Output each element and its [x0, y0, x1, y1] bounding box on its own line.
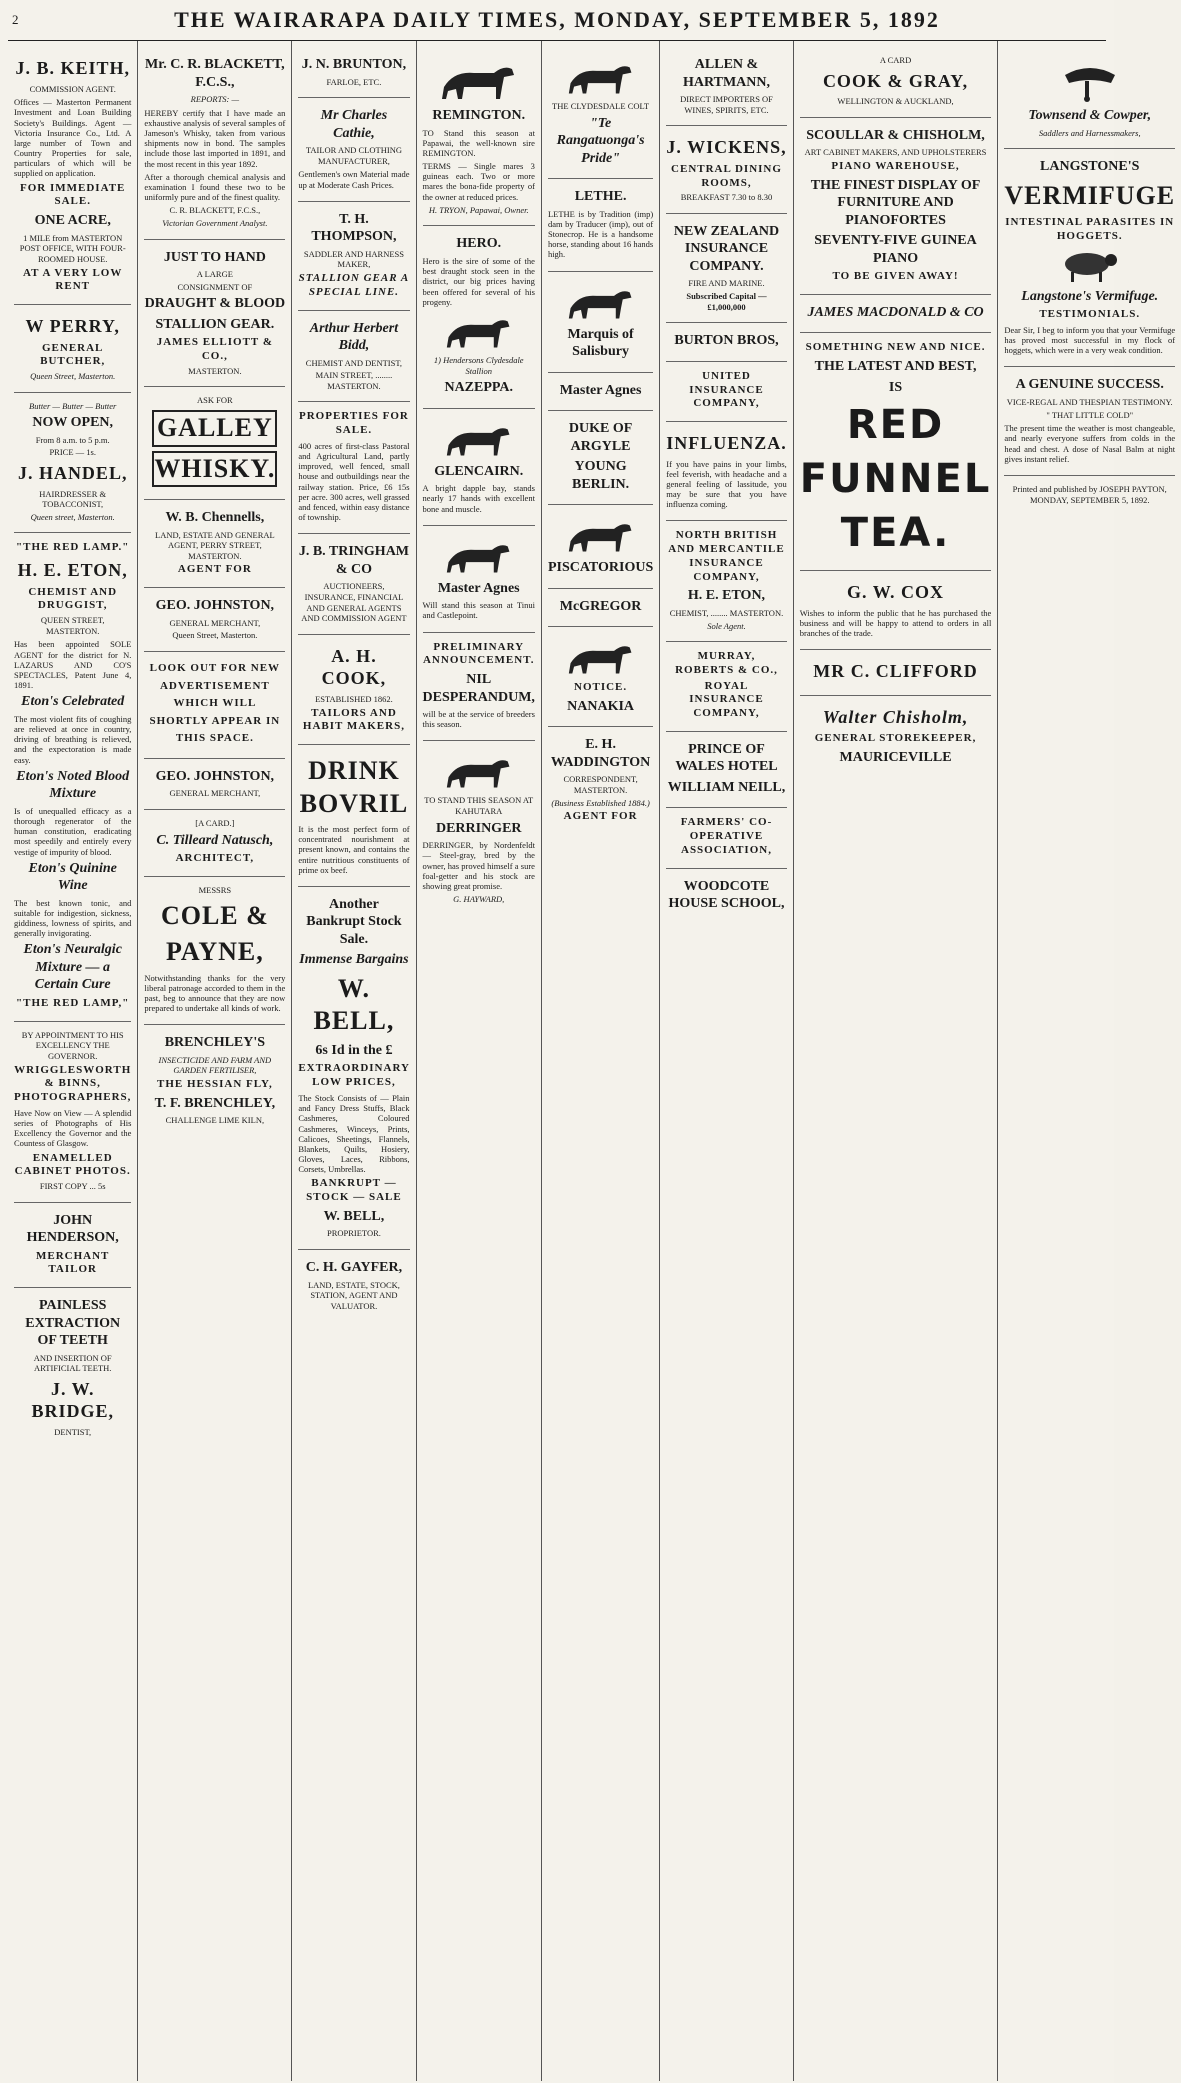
- ad-heading: DUKE OF ARGYLE: [568, 421, 633, 454]
- ad-heading: W. BELL,: [323, 1208, 385, 1224]
- horse-illustration: [423, 751, 535, 791]
- ad-heading: JOHN HENDERSON,: [26, 1212, 119, 1246]
- ad-heading: PRELIMINARY ANNOUNCEMENT.: [422, 640, 535, 667]
- ad-subheading: LAND, ESTATE, STOCK, STATION, AGENT AND VALUATOR.: [307, 1279, 400, 1311]
- ad-line: "THE RED LAMP.": [16, 541, 130, 554]
- ad-heading: DERRINGER: [435, 820, 522, 836]
- ad-heading: VERMIFUGE: [1004, 180, 1176, 210]
- ad-heading: Master Agnes: [559, 382, 642, 398]
- chennells-ad: [144, 500, 285, 588]
- ad-subheading: ARCHITECT,: [175, 852, 255, 865]
- columns: [8, 41, 1176, 2081]
- ad-address: QUEEN STREET, MASTERTON.: [40, 615, 105, 636]
- ad-heading: "Te Rangatuonga's Pride": [556, 115, 645, 166]
- ad-line: Subscribed Capital — £1,000,000: [686, 291, 767, 312]
- ad-line: JAMES ELLIOTT & CO.,: [156, 336, 273, 363]
- duke-ad: [548, 411, 653, 505]
- ad-line: TESTIMONIALS.: [1039, 308, 1141, 321]
- ad-heading: COOK & GRAY,: [822, 70, 969, 91]
- ad-heading: DRINK BOVRIL: [299, 756, 409, 818]
- ad-heading: E. H. WADDINGTON: [550, 737, 651, 770]
- ad-signature: Victorian Government Analyst.: [162, 217, 268, 228]
- ad-heading: COLE &: [160, 900, 269, 930]
- ad-heading: WOODCOTE HOUSE SCHOOL,: [668, 878, 785, 912]
- red-funnel-ad: [800, 333, 992, 571]
- horse-illustration: [423, 311, 535, 351]
- ad-line: " THAT LITTLE COLD": [1046, 409, 1134, 420]
- cathie-ad: Mr Charles Cathie, TAILOR AND CLOTHING MANUFACTURER, Gentlemen's own Material made up at Moderate Cash Prices.: [298, 98, 409, 202]
- genuine-ad: A GENUINE SUCCESS. VICE-REGAL AND THESPIAN TESTIMONY. " THAT LITTLE COLD" The present time the weather is most changeable, and nearly everyone suffers from colds in the head and chest. A dose of Nasal Balm at night gives instant relief.: [1004, 367, 1175, 476]
- newspaper-title: THE WAIRARAPA DAILY TIMES, MONDAY, SEPTEMBER 5, 1892: [174, 7, 940, 32]
- ad-heading: YOUNG BERLIN.: [571, 459, 630, 492]
- eton-ad: "THE RED LAMP." H. E. ETON, CHEMIST AND DRUGGIST, QUEEN STREET, MASTERTON. Has been appointed SOLE AGENT for the district for N. LAZARUS AND CO'S SPECTACLES, Patent June 4, 1891. Eton's Celebrated The most violent fits of coughing are relieved at once in country, driving of breathing is relieved, and the expectoration is made easy. Eton's Noted Blood Mixture Is of unequalled efficacy as a thorough regenerator of the human constitution, eradicating most speedily and entirely every vestige of impurity of blood. Eton's Quinine Wine The best known tonic, and suitable for indigestion, sickness, giddiness, lowness of spirits, and generally invigorating. Eton's Neuralgic Mixture — a Certain Cure "THE RED LAMP,": [14, 533, 131, 1021]
- ad-heading: BRENCHLEY'S: [164, 1035, 266, 1051]
- perry-ad: [14, 305, 131, 393]
- ad-heading: NORTH BRITISH AND MERCANTILE INSURANCE COMPANY,: [668, 529, 785, 583]
- ad-body: Has been appointed SOLE AGENT for the district for N. LAZARUS AND CO'S SPECTACLES, Patent June 4, 1891.: [14, 639, 132, 691]
- elliott-ad: [144, 240, 285, 388]
- ad-line: A CARD: [879, 55, 912, 65]
- derringer-ad: TO STAND THIS SEASON AT KAHUTARA DERRINGER DERRINGER, by Nordenfeldt — Steel-gray, bred by the owner, has proved himself a sure foal-getter and his stock are showing great promise. G. HAYWARD,: [423, 741, 535, 914]
- horse-illustration: [548, 57, 653, 97]
- galley-whisky-ad: [144, 387, 285, 500]
- burton-ad: [666, 323, 787, 362]
- wriggles-ad: BY APPOINTMENT TO HIS EXCELLENCY THE GOVERNOR. WRIGGLESWORTH & BINNS, PHOTOGRAPHERS, Have Now on View — A splendid series of Photographs of His Excellency the Governor and the Countess of Glasgow. ENAMELLED CABINET PHOTOS. FIRST COPY ... 5s: [14, 1022, 131, 1203]
- united-ad: [666, 362, 787, 422]
- ad-subheading: CHEMIST, ........ MASTERTON.: [669, 607, 784, 618]
- ad-body: Offices — Masterton Permanent Investment and Loan Building Society's Buildings. Agent — Victoria Insurance Co., Ltd. A large number of Town and Country Properties for sale, particulars of which will be supplied on application.: [14, 97, 132, 179]
- ad-signature: G. HAYWARD,: [453, 894, 505, 905]
- ad-subheading: INTESTINAL PARASITES IN HOGGETS.: [1005, 216, 1175, 242]
- ad-subheading: CHEMIST AND DENTIST,: [305, 357, 403, 368]
- ad-line: DRAUGHT & BLOOD: [144, 296, 286, 312]
- column-3: [292, 41, 416, 2081]
- ad-heading: MURRAY, ROBERTS & CO.,: [675, 650, 778, 676]
- ad-subheading: TAILORS AND HABIT MAKERS,: [302, 706, 405, 733]
- ad-subheading: FARLOE, ETC.: [326, 76, 382, 87]
- properties-ad: PROPERTIES FOR SALE. 400 acres of first-class Pastoral and Agricultural Land, partly improved, well fenced, small house and outbuildings near the railway station. Price, £6 15s per acre. 300 acres, well grassed and fenced, within easy distance of township.: [298, 402, 409, 534]
- henderson-ad: [14, 1203, 131, 1289]
- nanakia-ad: [548, 627, 653, 727]
- ad-heading: REMINGTON.: [432, 108, 526, 123]
- ad-line: THE LATEST AND BEST,: [814, 359, 977, 375]
- ad-heading: NANAKIA: [567, 698, 635, 714]
- ad-subheading: FIRE AND MARINE.: [688, 278, 765, 289]
- ad-line: SEVENTY-FIVE GUINEA PIANO: [814, 233, 977, 266]
- masthead: [8, 0, 1106, 41]
- ad-subheading: ART CABINET MAKERS, AND UPHOLSTERERS: [804, 147, 987, 158]
- ad-line: CONSIGNMENT OF: [177, 281, 253, 292]
- ad-heading: Mr. C. R. BLACKETT, F.C.S.,: [145, 57, 285, 90]
- macdonald-ad: [800, 295, 992, 334]
- nzi-ad: [666, 214, 787, 323]
- ad-line: TO STAND THIS SEASON AT KAHUTARA: [424, 795, 534, 817]
- ad-subheading: AUCTIONEERS, INSURANCE, FINANCIAL AND GENERAL AGENTS AND COMMISSION AGENT: [301, 581, 407, 624]
- saddle-illustration: [1004, 57, 1175, 103]
- ad-signature: C. R. BLACKETT, F.C.S.,: [169, 205, 261, 216]
- woodcote-ad: [666, 869, 787, 924]
- hero-ad: [423, 226, 535, 408]
- ad-heading: JUST TO HAND: [163, 249, 266, 265]
- ad-heading: J. B. KEITH,: [15, 58, 130, 78]
- ad-heading: NEW ZEALAND INSURANCE COMPANY.: [673, 223, 780, 274]
- gayfer-ad: [298, 1250, 409, 1321]
- thompson-ad: [298, 202, 409, 311]
- ad-line: ONE ACRE,: [34, 213, 111, 229]
- ad-subheading: CORRESPONDENT, MASTERTON.: [563, 774, 638, 795]
- cook-gray-ad: [800, 47, 992, 118]
- cox-ad: G. W. COX Wishes to inform the public that he has purchased the business and will be happy to attend to orders in all branches of the trade.: [800, 571, 992, 650]
- handel-ad: [14, 393, 131, 534]
- ad-line: NOW OPEN,: [32, 415, 114, 431]
- ad-heading: Marquis of Salisbury: [567, 326, 634, 360]
- tringham-ad: [298, 534, 409, 635]
- ad-heading: A. H. COOK,: [321, 645, 387, 689]
- ad-line: 1) Hendersons Clydesdale Stallion: [433, 354, 524, 376]
- ad-line: From 8 a.m. to 5 p.m.: [35, 434, 110, 445]
- ad-line: ENAMELLED CABINET PHOTOS.: [14, 1151, 131, 1178]
- wickens-ad: [666, 126, 787, 214]
- ad-heading: H. E. ETON,: [17, 560, 128, 581]
- ad-line: BY APPOINTMENT TO HIS EXCELLENCY THE GOVERNOR.: [21, 1029, 124, 1061]
- ad-heading: ALLEN & HARTMANN,: [682, 57, 770, 90]
- ad-heading: SCOULLAR & CHISHOLM,: [806, 127, 985, 143]
- johnston-ad: [144, 588, 285, 652]
- marquis-ad: [548, 272, 653, 373]
- prince-ad: [666, 732, 787, 809]
- clyde-ad: [548, 47, 653, 179]
- ad-line: Sole Agent.: [707, 620, 746, 631]
- ad-body: A bright dapple bay, stands nearly 17 hands with excellent bone and muscle.: [422, 483, 535, 514]
- ad-heading: INFLUENZA.: [666, 433, 787, 453]
- ad-line: STALLION GEAR A SPECIAL LINE.: [298, 272, 410, 298]
- ad-heading: HERO.: [456, 236, 502, 252]
- ad-line: STALLION GEAR.: [155, 316, 275, 332]
- ad-heading: T. F. BRENCHLEY,: [154, 1095, 276, 1111]
- horse-illustration: [423, 57, 535, 103]
- ad-line: Butter — Butter — Butter: [29, 400, 117, 411]
- page-folio: 2: [12, 12, 19, 27]
- ad-heading: Townsend & Cowper,: [1028, 108, 1152, 123]
- ad-line: THE HESSIAN FLY,: [156, 1078, 273, 1091]
- cook-ad: [298, 635, 409, 745]
- ad-heading: Walter Chisholm,: [822, 706, 969, 727]
- ad-body: HEREBY certify that I have made an exhaustive analysis of several samples of Jameson's Whisky, taken from various shipments now in bond. The samples include those last imported in 1891, and the most recent in this year 1892.: [144, 107, 286, 169]
- ad-subheading: GENERAL BUTCHER,: [40, 341, 106, 368]
- ad-subheading: INSECTICIDE AND FARM AND GARDEN FERTILISER,: [158, 1054, 272, 1076]
- ad-line: NOTICE.: [574, 681, 628, 694]
- ad-heading: LOOK OUT FOR NEW ADVERTISEMENT WHICH WILL SHORTLY APPEAR IN THIS SPACE.: [149, 661, 281, 745]
- ad-heading: H. E. ETON,: [687, 588, 766, 604]
- ad-line: AGENT FOR: [177, 563, 252, 576]
- ad-heading: RED: [846, 402, 945, 449]
- ad-line: BREAKFAST 7.30 to 8.30: [680, 192, 773, 203]
- ad-heading: WILLIAM NEILL,: [667, 779, 786, 795]
- ad-heading: TEA.: [840, 510, 951, 557]
- ad-heading: BURTON BROS,: [674, 333, 779, 349]
- ad-heading: NAZEPPA.: [444, 380, 514, 396]
- ad-heading: Langstone's Vermifuge.: [1021, 288, 1159, 304]
- horse-illustration: [548, 637, 653, 677]
- piscatorious-ad: [548, 505, 653, 589]
- ad-line: MASTERTON.: [188, 365, 242, 376]
- ad-heading: JAMES MACDONALD & CO: [807, 304, 984, 320]
- bridge-ad: [14, 1288, 131, 1447]
- ad-heading: GLENCAIRN.: [434, 463, 524, 479]
- ad-line: A LARGE: [196, 269, 233, 280]
- ad-body: will be at the service of breeders this season.: [422, 709, 535, 730]
- ad-heading: W. BELL,: [313, 973, 395, 1036]
- ad-line: THE CLYDESDALE COLT: [552, 101, 650, 111]
- murray-ad: [666, 642, 787, 732]
- ad-line: Eton's Celebrated: [21, 694, 125, 710]
- nil-ad: [423, 633, 535, 742]
- ad-heading: W PERRY,: [25, 316, 120, 336]
- ad-line: AGENT FOR: [563, 810, 638, 823]
- column-8: [998, 41, 1181, 2081]
- ad-heading: G. W. COX: [847, 582, 945, 603]
- ad-subheading: GENERAL MERCHANT,: [169, 788, 261, 799]
- ad-subheading: WELLINGTON & AUCKLAND,: [837, 96, 954, 107]
- ad-heading: Mr Charles Cathie,: [320, 108, 388, 141]
- ad-line: Eton's Noted Blood Mixture: [16, 768, 130, 802]
- ad-line: Immense Bargains: [299, 952, 409, 968]
- footer-imprint: [1004, 476, 1175, 515]
- johnston-ad-2: [144, 759, 285, 810]
- ad-heading: W. B. Chennells,: [165, 510, 265, 526]
- farmers-ad: [666, 808, 787, 868]
- horse-illustration: [548, 282, 653, 322]
- northbritish-ad: [666, 521, 787, 642]
- ad-heading: WRIGGLESWORTH & BINNS, PHOTOGRAPHERS,: [14, 1063, 132, 1104]
- ad-line: [A CARD.]: [195, 818, 235, 829]
- ad-line: 1 MILE from MASTERTON POST OFFICE, WITH FOUR-ROOMED HOUSE.: [19, 232, 126, 264]
- ad-subheading: HAIRDRESSER & TOBACCONIST,: [39, 488, 107, 510]
- keith-ad: [14, 47, 131, 305]
- ad-heading: ROYAL INSURANCE COMPANY,: [689, 679, 764, 720]
- ad-body: TERMS — Single mares 3 guineas each. Two or more mares the bona-fide property of the owner at reduced prices.: [422, 161, 535, 202]
- scoullar-ad: [800, 118, 992, 295]
- brenchley-ad: [144, 1025, 285, 1136]
- column-2: [138, 41, 292, 2081]
- ad-line: FOR IMMEDIATE SALE.: [20, 181, 126, 208]
- ad-address: Queen Street, Masterton.: [172, 630, 258, 641]
- ad-subheading: CHEMIST AND DRUGGIST,: [28, 585, 118, 612]
- ad-heading: MR C. CLIFFORD: [813, 661, 978, 682]
- ad-heading: Another Bankrupt Stock Sale.: [306, 896, 402, 947]
- ad-line: ESTABLISHED 1862.: [315, 693, 393, 704]
- ad-subheading: DENTIST,: [54, 1426, 92, 1437]
- ad-heading: J. N. BRUNTON,: [301, 57, 407, 72]
- ad-subheading: GENERAL MERCHANT,: [169, 617, 261, 628]
- langstone-ad: LANGSTONE'S VERMIFUGE INTESTINAL PARASITES IN HOGGETS. Langstone's Vermifuge. TESTIMONIALS. Dear Sir, I beg to inform you that your Vermifuge has proved most successful in my flock of hoggets, which were in a very weak condition.: [1004, 149, 1175, 367]
- ad-line: "THE RED LAMP,": [16, 996, 130, 1009]
- bell-ad: Another Bankrupt Stock Sale. Immense Bargains W. BELL, 6s Id in the £ EXTRAORDINARY LOW PRICES, The Stock Consists of — Plain and Fancy Dress Stuffs, Black Cashmeres, Coloured Cashmeres, Winceys, Prints, Calicoes, Sheetings, Flannels, Blankets, Quilts, Hosiery, Gloves, Laces, Ribbons, Corsets, Umbrellas. BANKRUPT — STOCK — SALE W. BELL, PROPRIETOR.: [298, 887, 409, 1250]
- ad-heading: A GENUINE SUCCESS.: [1015, 377, 1164, 393]
- ad-heading: WHISKY.: [152, 451, 277, 488]
- ad-line: AND INSERTION OF ARTIFICIAL TEETH.: [33, 1352, 112, 1374]
- ad-heading: C. H. GAYFER,: [305, 1260, 403, 1276]
- natusch-ad: [144, 810, 285, 877]
- ad-line: FIRST COPY ... 5s: [39, 1181, 106, 1192]
- ad-line: Eton's Quinine Wine: [28, 860, 117, 894]
- ad-heading: J. HANDEL,: [17, 463, 128, 483]
- ad-address: MAIN STREET, ........ MASTERTON.: [315, 370, 393, 391]
- ad-subheading: SADDLER AND HARNESS MAKER,: [303, 248, 404, 270]
- ad-heading: FARMERS' CO-OPERATIVE ASSOCIATION,: [680, 816, 773, 856]
- column-4: [417, 41, 542, 2081]
- ad-body: Will stand this season at Tinui and Castlepoint.: [422, 600, 535, 621]
- ad-heading: PRINCE OF WALES HOTEL: [675, 741, 778, 775]
- ad-line: Eton's Neuralgic Mixture — a Certain Cure: [23, 942, 122, 993]
- agnes-ad: [423, 526, 535, 633]
- cole-payne-ad: MESSRS COLE & PAYNE, Notwithstanding thanks for the very liberal patronage accorded to them in the past, beg to announce that they are now prepared to undertake all kinds of work.: [144, 877, 285, 1025]
- ad-body: TO Stand this season at Papawai, the well-known sire REMINGTON.: [422, 127, 535, 158]
- blackett-ad: Mr. C. R. BLACKETT, F.C.S., REPORTS: — HEREBY certify that I have made an exhaustive analysis of several samples of Jameson's Whisky, taken from various shipments now in bond. The samples include those last imported in 1891, and the most recent in this year 1892. After a thorough chemical analysis and examination I found these two to be uniformly pure and of the finest quality. C. R. BLACKETT, F.C.S., Victorian Government Analyst.: [144, 47, 285, 240]
- printer-imprint: Printed and published by JOSEPH PAYTON, MONDAY, SEPTEMBER 5, 1892.: [1012, 483, 1167, 505]
- ad-signature: H. TRYON, Papawai, Owner.: [428, 204, 529, 215]
- column-1: [8, 41, 138, 2081]
- ad-line: THE FINEST DISPLAY OF FURNITURE AND PIANOFORTES: [810, 177, 981, 228]
- ad-line: EXTRAORDINARY LOW PRICES,: [298, 1062, 410, 1089]
- ad-line: REPORTS: —: [190, 94, 240, 104]
- waddington-ad: [548, 727, 653, 834]
- influenza-ad: INFLUENZA. If you have pains in your limbs, feel feverish, with headache and a general feeling of lassitude, you may be sure that you have influenza coming.: [666, 422, 787, 521]
- ad-subheading: DIRECT IMPORTERS OF WINES, SPIRITS, ETC.: [680, 94, 773, 115]
- ad-heading: PROPERTIES FOR SALE.: [299, 410, 409, 437]
- ad-line: TO BE GIVEN AWAY!: [832, 270, 959, 283]
- townsend-ad: [1004, 47, 1175, 149]
- ad-line: BANKRUPT — STOCK — SALE: [306, 1177, 402, 1204]
- ad-line: 6s Id in the £: [315, 1042, 393, 1058]
- ad-subheading: COMMISSION AGENT.: [29, 83, 116, 94]
- ad-body: Hero is the sire of some of the best draught stock seen in the district, our big prices having been offered for several of his progeny.: [422, 255, 535, 307]
- hartmann-ad: [666, 47, 787, 126]
- ad-heading: PISCATORIOUS: [547, 560, 654, 576]
- column-6: [660, 41, 794, 2081]
- ad-heading: UNITED INSURANCE COMPANY,: [689, 369, 764, 410]
- ad-subheading: TAILOR AND CLOTHING MANUFACTURER,: [305, 145, 402, 166]
- ad-address: Queen Street, Masterton.: [30, 371, 116, 381]
- ad-heading: J. W. BRIDGE,: [31, 1378, 114, 1422]
- ad-heading: T. H. THOMPSON,: [311, 211, 397, 245]
- column-7: [794, 41, 999, 2081]
- ad-subheading: CENTRAL DINING ROOMS,: [671, 162, 782, 189]
- ad-line: CHALLENGE LIME KILN,: [165, 1115, 265, 1126]
- ad-heading: McGREGOR: [559, 598, 642, 614]
- masters-ad: [548, 373, 653, 412]
- ad-heading: PAYNE,: [165, 937, 264, 967]
- ad-line: PRICE — 1s.: [49, 447, 96, 458]
- ad-subheading: MERCHANT TAILOR: [36, 1249, 110, 1276]
- bovril-ad: DRINK BOVRIL It is the most perfect form of concentrated nourishment at present known, and contains the entire nutritious constituents of prime ox beef.: [298, 745, 409, 887]
- ad-heading: GALLEY: [152, 410, 277, 447]
- ad-address: Queen street, Masterton.: [30, 511, 115, 522]
- mcgregor-ad: [548, 589, 653, 628]
- ad-heading: FUNNEL: [799, 456, 992, 503]
- ad-line: ASK FOR: [197, 395, 233, 406]
- ad-line: PIANO WAREHOUSE,: [831, 159, 960, 172]
- clifford-ad: [800, 650, 992, 696]
- ad-line: (Business Established 1884.): [551, 797, 650, 808]
- horse-illustration: [423, 419, 535, 459]
- lethe-ad: LETHE. LETHE is by Tradition (imp) dam by Traducer (imp), out of Stonecrop. He is a handsome horse, standing about 16 hands high.: [548, 179, 653, 271]
- column-5: [542, 41, 660, 2081]
- bidd-ad: [298, 311, 409, 403]
- ad-heading: Arthur Herbert Bidd,: [309, 320, 399, 353]
- remington-ad: [423, 47, 535, 226]
- lookout-ad: [144, 652, 285, 759]
- ad-line: PROPRIETOR.: [326, 1228, 381, 1239]
- horse-illustration: [423, 536, 535, 576]
- ad-heading: J. B. TRINGHAM & CO: [298, 544, 410, 577]
- ad-heading: PAINLESS EXTRACTION OF TEETH: [25, 1298, 121, 1349]
- ad-line: IS: [888, 379, 903, 395]
- ad-line: MAURICEVILLE: [839, 749, 952, 765]
- ad-subheading: LAND, ESTATE AND GENERAL AGENT, PERRY STREET, MASTERTON.: [155, 529, 275, 561]
- ad-heading: Master Agnes: [437, 580, 520, 596]
- ad-heading: GEO. JOHNSTON,: [155, 598, 275, 614]
- sheep-illustration: [1004, 248, 1175, 284]
- ad-heading: J. WICKENS,: [666, 137, 787, 158]
- ad-subheading: VICE-REGAL AND THESPIAN TESTIMONY.: [1006, 396, 1173, 407]
- chisholm-ad: [800, 696, 992, 778]
- ad-line: AT A VERY LOW RENT: [23, 266, 123, 293]
- ad-heading: LETHE.: [574, 189, 627, 205]
- ad-subheading: Saddlers and Harnessmakers,: [1038, 127, 1141, 138]
- ad-subheading: GENERAL STOREKEEPER,: [814, 732, 977, 745]
- ad-heading: LANGSTONE'S: [1040, 159, 1140, 175]
- ad-heading: SOMETHING NEW AND NICE.: [805, 341, 986, 354]
- brunton-ad: [298, 47, 409, 98]
- ad-heading: C. Tilleard Natusch,: [156, 832, 274, 848]
- ad-line: MESSRS: [198, 884, 232, 895]
- glencairn-ad: [423, 409, 535, 526]
- horse-illustration: [548, 515, 653, 555]
- ad-heading: NIL DESPERANDUM,: [422, 672, 535, 705]
- ad-heading: GEO. JOHNSTON,: [155, 768, 275, 784]
